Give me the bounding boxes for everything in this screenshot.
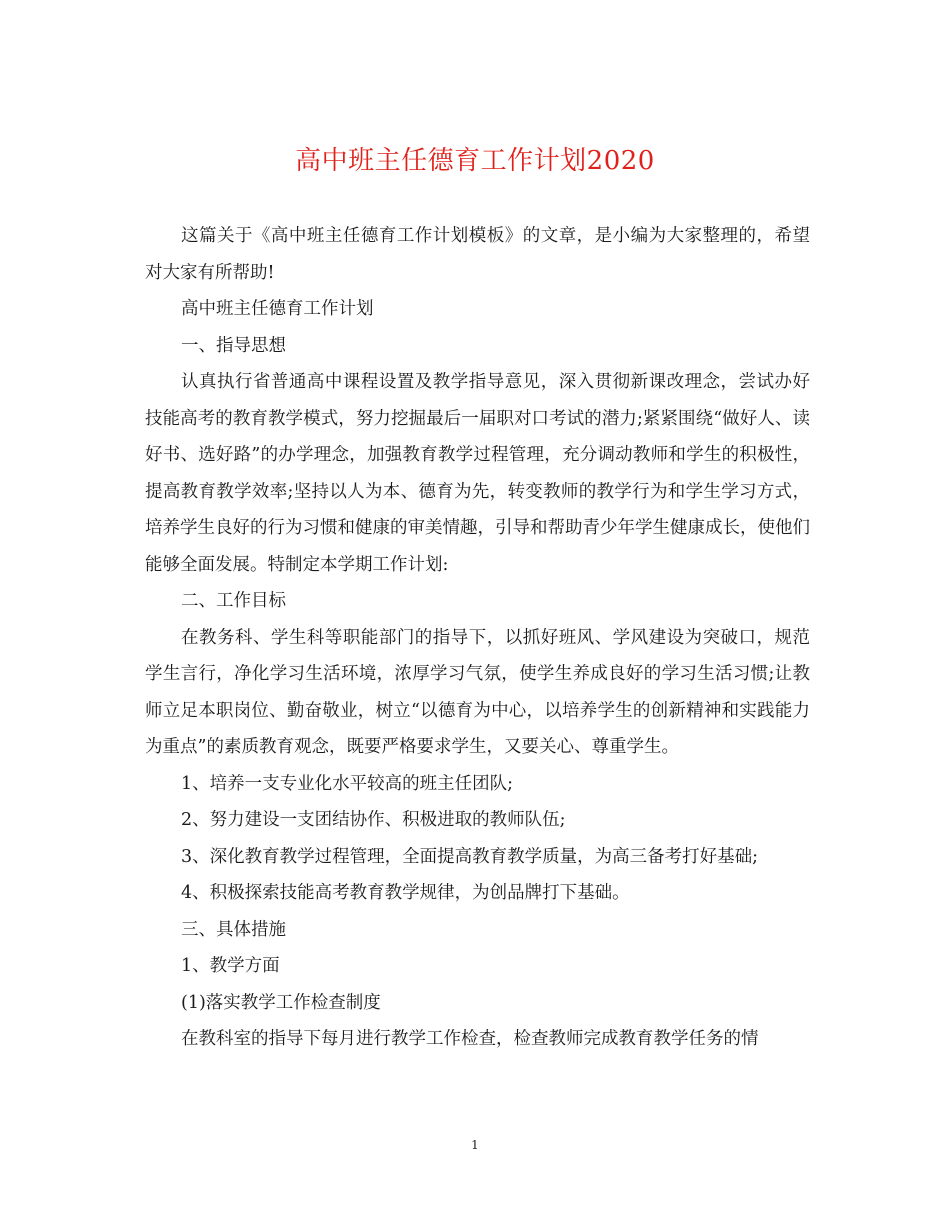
paragraph: 这篇关于《高中班主任德育工作计划模板》的文章，是小编为大家整理的，希望对大家有所帮助!	[145, 226, 810, 283]
paragraph: 1、教学方面	[181, 956, 280, 976]
paragraph: 认真执行省普通高中课程设置及教学指导意见，深入贯彻新课改理念，尝试办好技能高考的教育教学模式，努力挖掘最后一届职对口考试的潜力;紧紧围绕“做好人、读好书、选好路”的办学理念，加强教育教学过程管理，充分调动教师和学生的积极性，提高教育教学效率;坚持以人为本、德育为先，转变教师的教学行为和学生学习方式，培养学生良好的行为习惯和健康的审美情趣，引导和帮助青少年学生健康成长，使他们能够全面发展。特制定本学期工作计划:	[145, 372, 810, 575]
paragraph: 2、努力建设一支团结协作、积极进取的教师队伍;	[181, 810, 566, 830]
paragraph: 三、具体措施	[181, 919, 286, 940]
paragraph: 在教务科、学生科等职能部门的指导下，以抓好班风、学风建设为突破口，规范学生言行，净化学习生活环境，浓厚学习气氛，使学生养成良好的学习生活习惯;让教师立足本职岗位、勤奋敬业，树立“以德育为中心，以培养学生的创新精神和实践能力为重点”的素质教育观念，既要严格要求学生，又要关心、尊重学生。	[145, 627, 810, 757]
page-number: 1	[471, 1138, 479, 1152]
paragraph: 一、指导思想	[181, 335, 286, 356]
paragraph: 在教科室的指导下每月进行教学工作检查，检查教师完成教育教学任务的情	[181, 1029, 759, 1049]
document-title: 高中班主任德育工作计划2020	[295, 146, 655, 176]
paragraph: 二、工作目标	[181, 591, 286, 611]
paragraph: 高中班主任德育工作计划	[181, 299, 374, 319]
paragraph: (1)落实教学工作检查制度	[181, 992, 381, 1013]
document-body	[145, 218, 810, 1058]
paragraph: 1、培养一支专业化水平较高的班主任团队;	[181, 773, 514, 794]
paragraph: 3、深化教育教学过程管理，全面提高教育教学质量，为高三备考打好基础;	[181, 846, 759, 867]
paragraph: 4、积极探索技能高考教育教学规律，为创品牌打下基础。	[181, 883, 630, 903]
